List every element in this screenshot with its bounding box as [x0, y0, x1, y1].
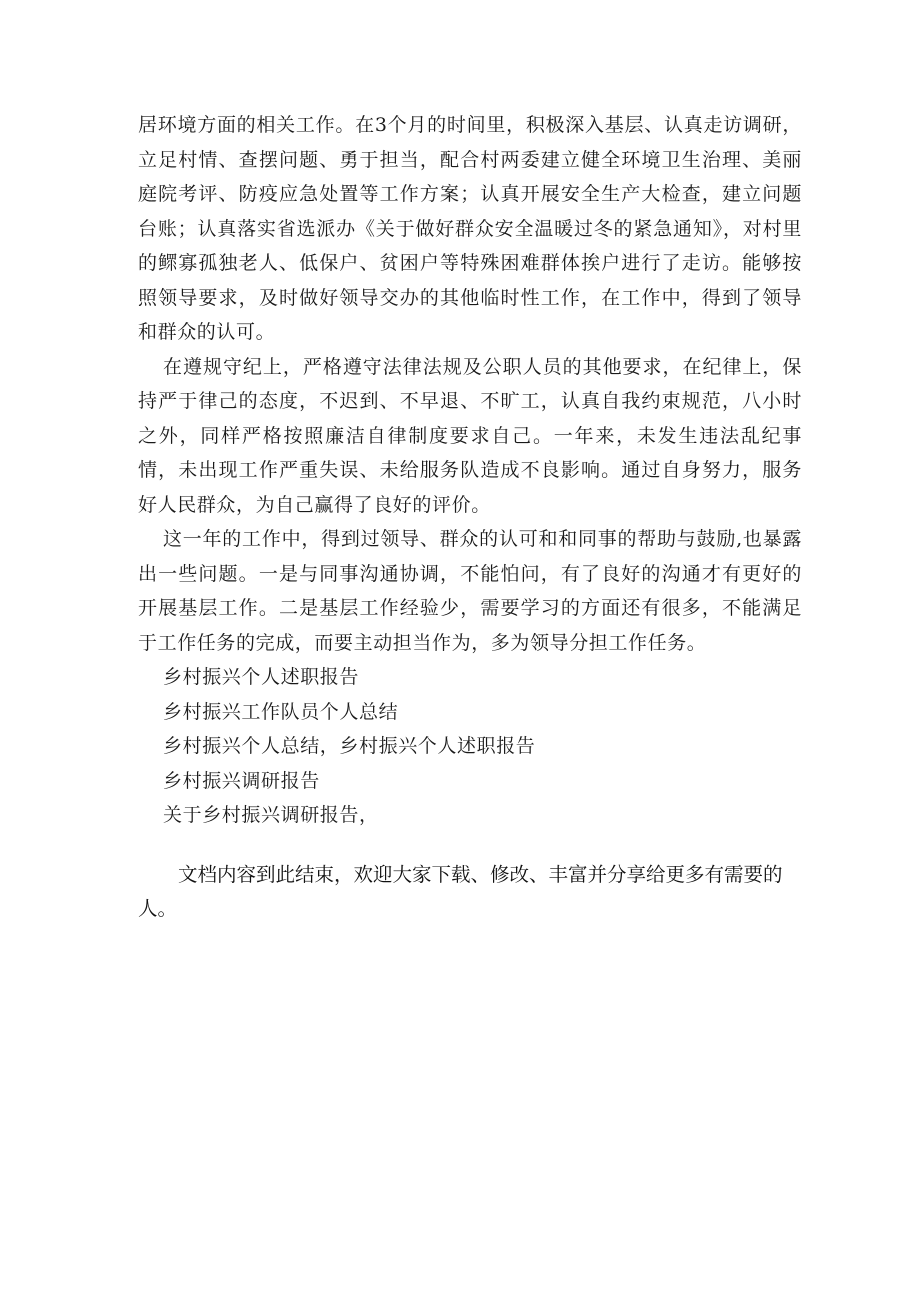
related-article-item[interactable]: 乡村振兴个人述职报告 — [163, 666, 360, 688]
related-article-item[interactable]: 乡村振兴工作队员个人总结 — [163, 700, 399, 723]
closing-note: 文档内容到此结束，欢迎大家下载、修改、丰富并分享给更多有需要的人。 — [138, 863, 783, 920]
related-article-item[interactable]: 关于乡村振兴调研报告， — [163, 804, 379, 826]
document-body — [138, 108, 802, 833]
paragraph-problems: 这一年的工作中，得到过领导、群众的认可和和同事的帮助与鼓励,也暴露出一些问题。一是与同事沟通协调，不能怕问，有了良好的沟通才有更好的开展基层工作。二是基层工作经验少，需要学习的方面还有很多，不能满足于工作任务的完成，而要主动担当作为，多为领导分担工作任务。 — [138, 528, 802, 654]
paragraph-discipline: 在遵规守纪上，严格遵守法律法规及公职人员的其他要求，在纪律上，保持严于律己的态度，不迟到、不早退、不旷工，认真自我约束规范，八小时之外，同样严格按照廉洁自律制度要求自己。一年来，未发生违法乱纪事情，未出现工作严重失误、未给服务队造成不良影响。通过自身努力，服务好人民群众，为自己赢得了良好的评价。 — [138, 355, 802, 516]
related-articles-list — [138, 660, 802, 833]
related-article-item[interactable]: 乡村振兴调研报告 — [163, 769, 320, 792]
paragraph-continuation: 居环境方面的相关工作。在3个月的时间里，积极深入基层、认真走访调研，立足村情、查摆问题、勇于担当，配合村两委建立健全环境卫生治理、美丽庭院考评、防疫应急处置等工作方案；认真开展安全生产大检查，建立问题台账；认真落实省选派办《关于做好群众安全温暖过冬的紧急通知》，对村里的鳏寡孤独老人、低保户、贫困户等特殊困难群体挨户进行了走访。能够按照领导要求，及时做好领导交办的其他临时性工作，在工作中，得到了领导和群众的认可。 — [138, 114, 802, 343]
related-article-item[interactable]: 乡村振兴个人总结，乡村振兴个人述职报告 — [163, 735, 536, 757]
